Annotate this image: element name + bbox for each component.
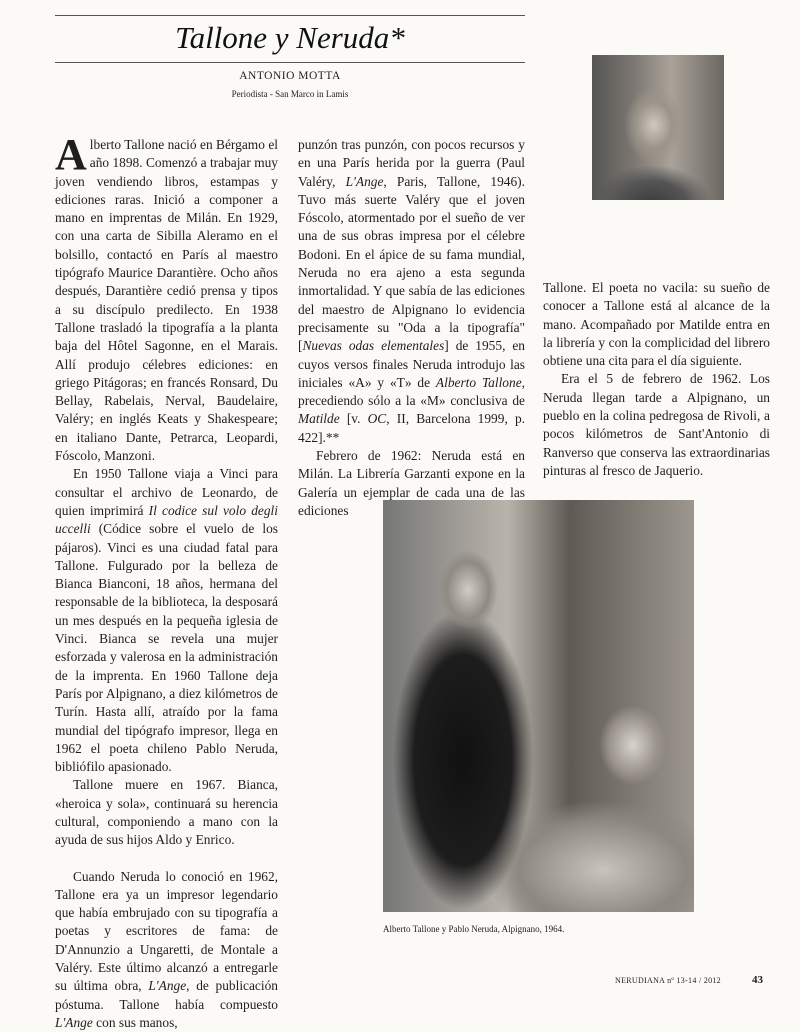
drop-cap: A [55,130,87,179]
title-rule [55,62,525,63]
paragraph [55,130,278,465]
paragraph: Era el 5 de febrero de 1962. Los Neruda llegan tarde a Alpignano, un pueblo en la colina pedregosa de Rivoli, a pocos kilómetros de Sant'Antonio di Ranverso que conserva las extraordinarias pinturas al fresco de Jaquerio. [543,371,770,478]
author-name: ANTONIO MOTTA [239,70,341,82]
paragraph-text: , II, Barcelona 1999, p. 422].** [298,411,526,445]
paragraph-text: Cuando Neruda lo conoció en 1962, Tallone era ya un impresor legendario que había embrujado con su tipografía a poetas y escritores de fama: de D'Annunzio a Ungaretti, de Montale a Valéry. Este último alcanzó a entregarle su última obra, [55,868,278,994]
paragraph: Tallone muere en 1967. Bianca, «heroica y sola», continuará su herencia cultural, componiendo a mano con la ayuda de sus hijos Aldo y Enrico. [55,777,278,848]
paragraph-text: con sus manos, [92,1014,178,1030]
paragraph-text: , Paris, Tallone, 1946). Tuvo más suerte Valéry que el joven Fóscolo, atormentado por el sueño de ver una de sus obras impresa por el célebre Bodoni. En el ápice de su fama mundial, Neruda no era ajeno a esta segunda inmortalidad. Y que sabía de las ediciones del maestro de Alpignano lo evidencia precisamente su "Oda a la tipografía" [ [298,173,525,354]
paragraph-text: ] de 1955, en cuyos versos finales Neruda introdujo las iniciales «A» y «T» de [298,338,525,390]
paragraph-text: (Códice sobre el vuelo de los pájaros). Vinci es una ciudad fatal para Tallone. Fulgurado por la belleza de Bianca Bianconi, 18 años, hermana del responsable de la biblioteca, la desposará un mes después en la pequeña iglesia de Vinci. Bianca se revela una mujer esforzada y valerosa en la administración de la imprenta. En 1960 Tallone deja París por Alpignano, a diez kilómetros de Turín. Hasta allí, atraído por la fama mundial del tipógrafo impresor, llega en 1962 el poeta chileno Pablo Neruda, bibliófilo apasionado. [55,521,278,775]
journal-footer: NERUDIANA nº 13-14 / 2012 [615,976,721,985]
author-affiliation: Periodista - San Marco in Lamis [231,89,349,99]
tallone-neruda-photo [383,500,694,912]
paragraph [55,465,278,776]
paragraph-text: punzón tras punzón, con pocos recursos y en una París herida por la guerra (Paul Valéry, [298,137,525,189]
author-portrait-photo [592,55,724,200]
paragraph-text: , de publicación póstuma. Tallone había compuesto [55,978,278,1012]
text-column-2 [298,136,525,520]
italic-title: L'Ange [55,1014,93,1030]
italic-title: L'Ange [345,173,384,189]
text-column-3 [543,279,770,480]
italic-title: Nuevas odas elementales [302,338,445,354]
text-column-1 [55,130,278,1032]
paragraph: Febrero de 1962: Neruda está en Milán. La Librería Garzanti expone en la Galería un ejemplar de cada una de las ediciones [298,448,525,518]
paragraph [298,136,525,447]
italic-title: Matilde [298,411,340,427]
top-rule [55,15,525,16]
page-number: 43 [752,974,763,986]
photo-caption: Alberto Tallone y Pablo Neruda, Alpignano, 1964. [383,924,565,934]
article-title: Tallone y Neruda* [175,20,405,55]
paragraph: Tallone. El poeta no vacila: su sueño de conocer a Tallone está al alcance de la mano. Acompañado por Matilde entra en la librería y con la complicidad del librero obtiene una cita para el día siguiente. [543,280,770,369]
paragraph [55,868,278,1032]
paragraph-text: lberto Tallone nació en Bérgamo el año 1898. Comenzó a trabajar muy joven vendiendo libros, estampas y ediciones raras. Inició a componer a mano en imprentas de Milán. En 1929, con una carta de Sibilla Aleramo en el bolsillo, contactó en París al maestro tipógrafo Maurice Darantière. Ocho años después, Darantière cedió prensa y tipos a su discípulo predilecto. En 1938 Tallone trasladó la tipografía a la planta baja del Hôtel Sagonne, en el Marais. Allí produjo célebres ediciones: en griego Pitágoras; en francés Ronsard, Du Bellay, Rabelais, Nerval, Baudelaire, Valéry; en inglés Keats y Shakespeare; en italiano Dante, Petrarca, Leopardi, Fóscolo, Manzoni. [55,137,278,464]
italic-title: OC [367,411,387,427]
italic-title: Il codice sul volo degli uccelli [55,502,278,537]
paragraph-text: En 1950 Tallone viaja a Vinci para consultar el archivo de Leonardo, de quien imprimirá [55,466,278,518]
paragraph-text: [v. [339,411,368,427]
italic-title: Alberto Tallone [435,374,522,390]
italic-title: L'Ange [148,978,187,994]
paragraph-text: , precediendo sólo a la «M» conclusiva de [298,374,525,409]
